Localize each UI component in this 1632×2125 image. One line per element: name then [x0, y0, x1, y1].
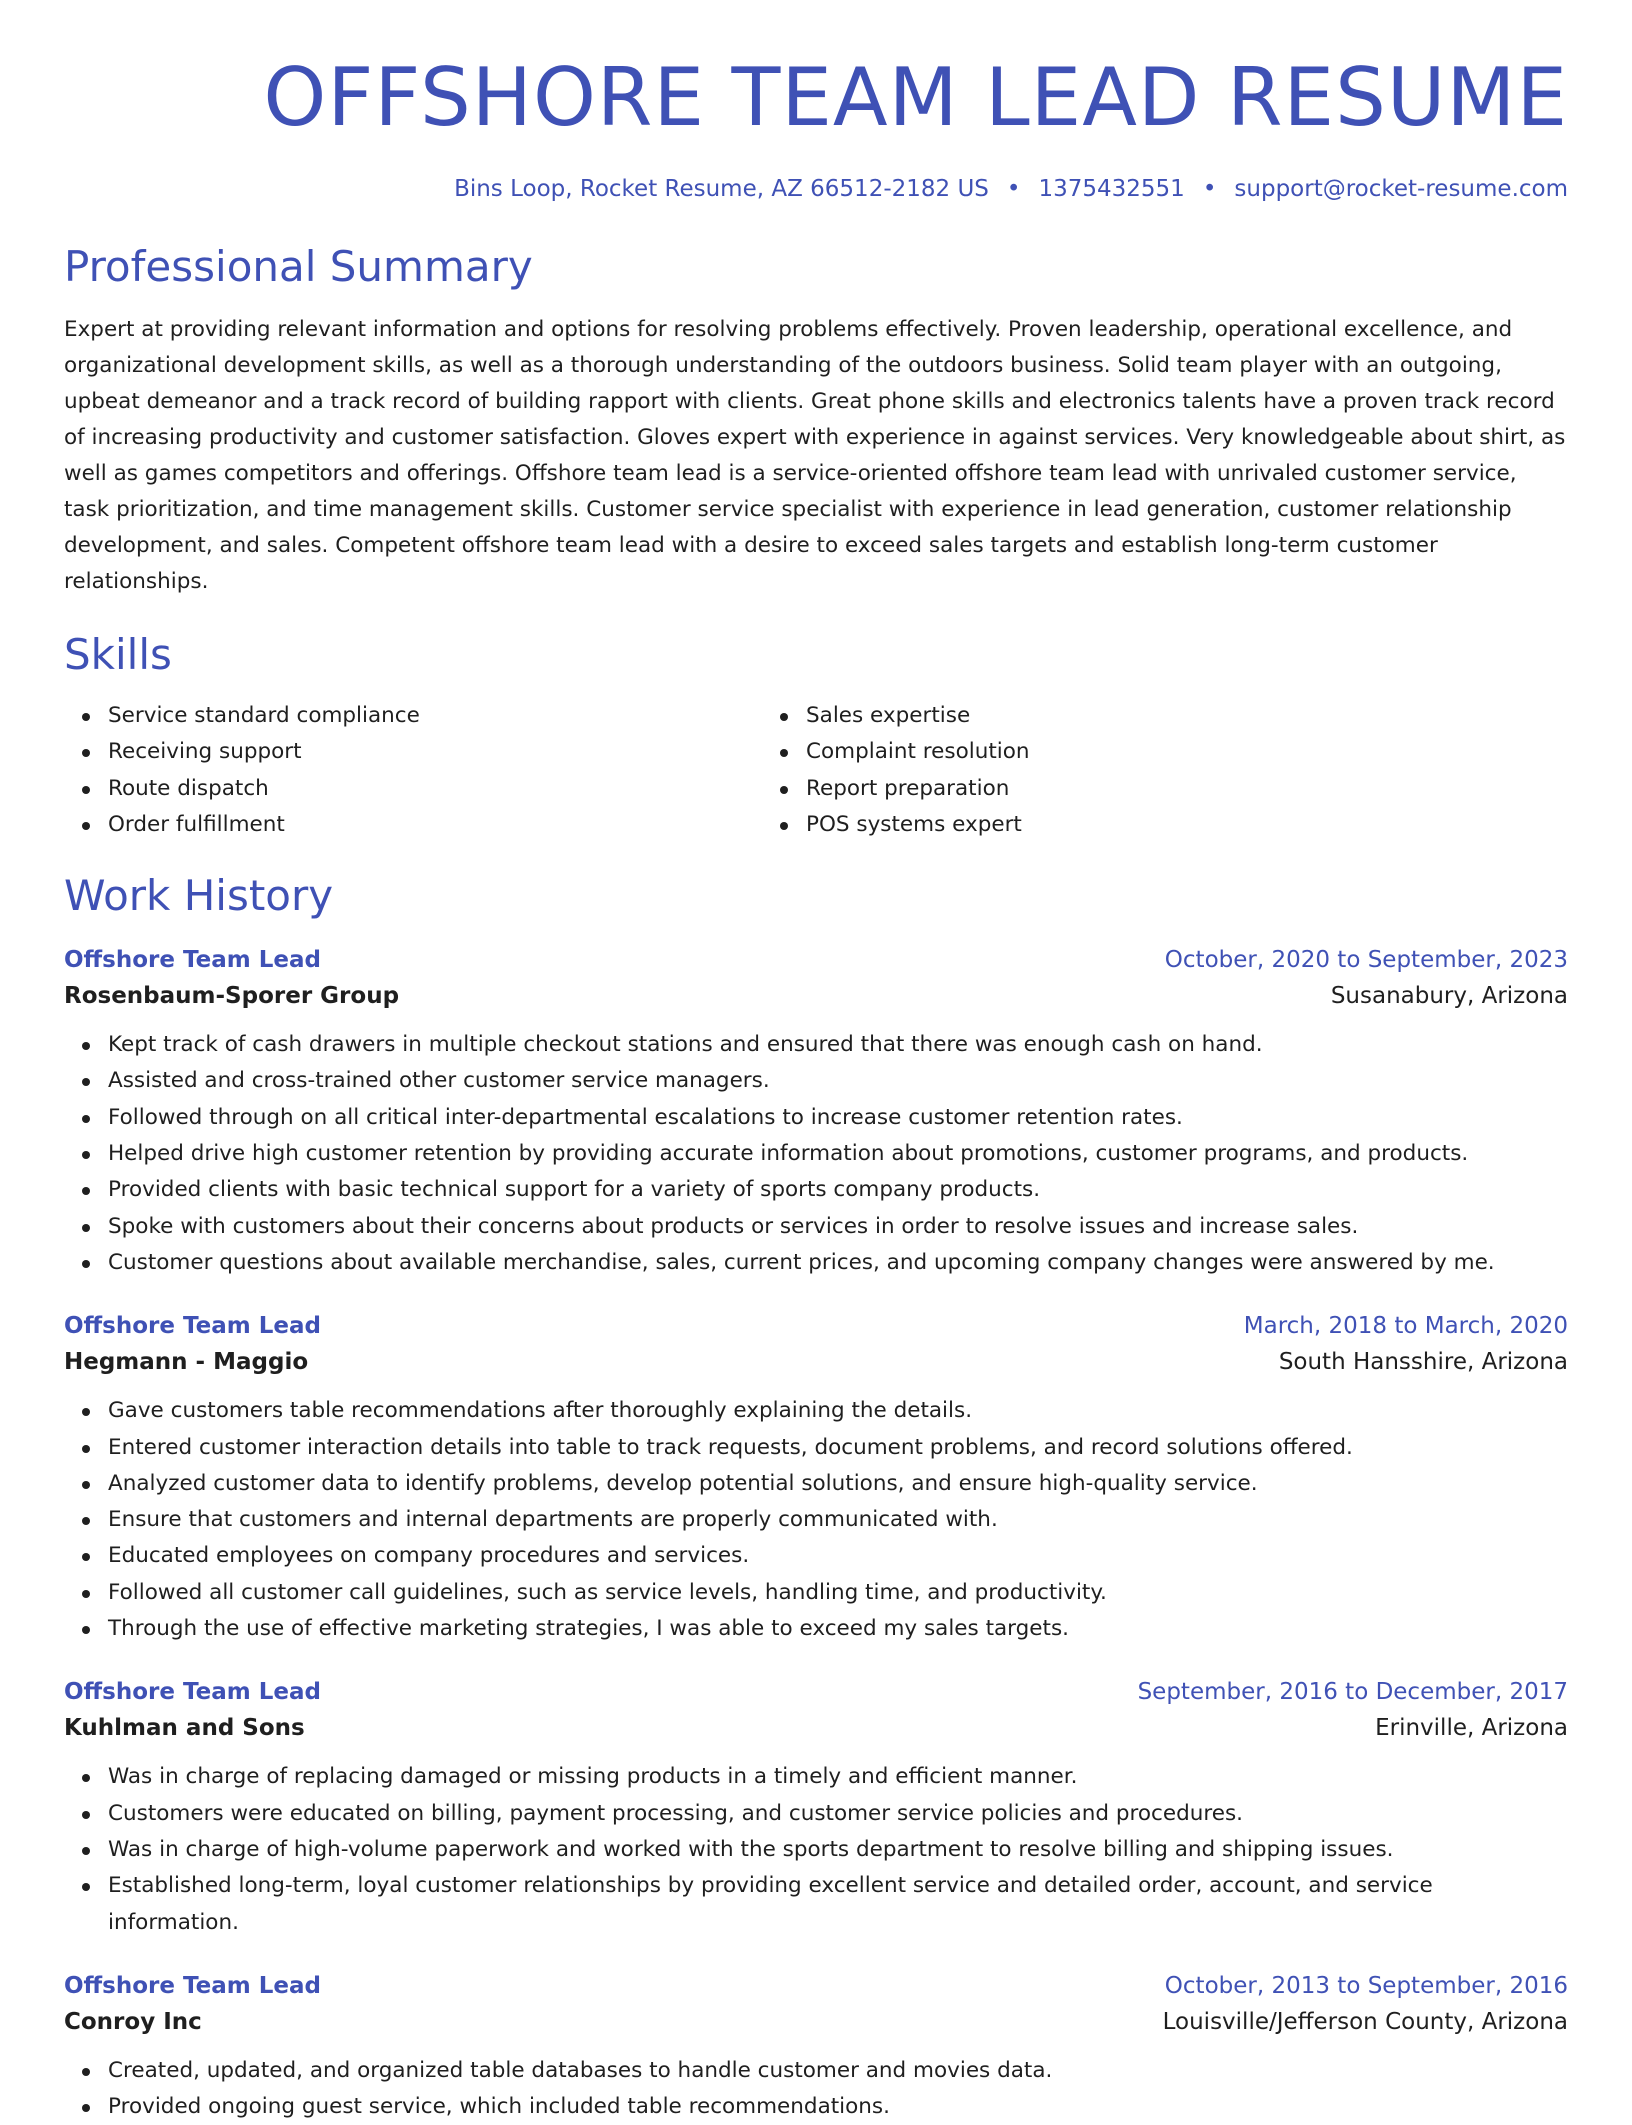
skills-heading: Skills: [64, 630, 172, 679]
job-location: Susanabury, Arizona: [1330, 983, 1568, 1010]
contact-separator: •: [1202, 176, 1217, 202]
job-bullet: Educated employees on company procedures and services.: [108, 1538, 1568, 1574]
job-bullet: Was in charge of replacing damaged or missing products in a timely and efficient manner.: [108, 1759, 1568, 1795]
contact-phone: 1375432551: [1038, 176, 1185, 202]
job-company: Conroy Inc: [64, 2008, 202, 2035]
job-title: Offshore Team Lead: [64, 947, 321, 974]
job-company: Rosenbaum-Sporer Group: [64, 983, 400, 1010]
job-entry: [64, 1309, 1568, 1647]
contact-line: [64, 174, 1568, 204]
job-bullet: Analyzed customer data to identify problems, develop potential solutions, and ensure high-quality service.: [108, 1466, 1568, 1502]
skill-item: Receiving support: [108, 734, 762, 770]
summary-heading: Professional Summary: [64, 242, 533, 291]
skills-column-right: [762, 698, 1460, 843]
job-dates: March, 2018 to March, 2020: [1243, 1313, 1568, 1340]
skill-item: Sales expertise: [806, 698, 1460, 734]
work-history-list: [64, 943, 1568, 2125]
job-bullet: Was in charge of high-volume paperwork and worked with the sports department to resolve billing and shipping issues.: [108, 1832, 1568, 1868]
job-location: Erinville, Arizona: [1375, 1715, 1568, 1742]
job-entry: [64, 943, 1568, 1281]
job-bullet: Spoke with customers about their concerns about products or services in order to resolve issues and increase sales.: [108, 1209, 1568, 1245]
job-bullet: Kept track of cash drawers in multiple checkout stations and ensured that there was enough cash on hand.: [108, 1027, 1568, 1063]
job-bullets: [64, 1759, 1568, 1940]
job-company: Hegmann - Maggio: [64, 1349, 309, 1376]
resume-page: [64, 0, 1568, 2125]
job-bullet: Followed through on all critical inter-departmental escalations to increase customer retention rates.: [108, 1100, 1568, 1136]
skills-column-left: [64, 698, 762, 843]
job-bullet: Customer questions about available merchandise, sales, current prices, and upcoming company changes were answered by me.: [108, 1245, 1568, 1281]
job-location: Louisville/Jefferson County, Arizona: [1162, 2008, 1568, 2035]
contact-email: support@rocket-resume.com: [1234, 176, 1568, 202]
job-bullet: Through the use of effective marketing strategies, I was able to exceed my sales targets.: [108, 1611, 1568, 1647]
job-bullets: [64, 1393, 1568, 1647]
job-bullet: Entered customer interaction details into table to track requests, document problems, and record solutions offered.: [108, 1430, 1568, 1466]
job-bullet: Ensure that customers and internal departments are properly communicated with.: [108, 1502, 1568, 1538]
job-bullet: Provided ongoing guest service, which included table recommendations.: [108, 2089, 1568, 2125]
job-bullet: Followed all customer call guidelines, such as service levels, handling time, and productivity.: [108, 1575, 1568, 1611]
job-title: Offshore Team Lead: [64, 1972, 321, 1999]
job-bullet: Assisted and cross-trained other customer service managers.: [108, 1063, 1568, 1099]
job-bullet: Provided clients with basic technical support for a variety of sports company products.: [108, 1172, 1568, 1208]
skill-item: POS systems expert: [806, 807, 1460, 843]
contact-address: Bins Loop, Rocket Resume, AZ 66512-2182 US: [454, 176, 989, 202]
summary-text: Expert at providing relevant information and options for resolving problems effectively. Proven leadership, operational excellence, and organizational development skills, as well as a thorough understanding of the outdoors business. Solid team player with an outgoing, upbeat demeanor and a track record of building rapport with clients. Great phone skills and electronics talents have a proven track record of increasing productivity and customer satisfaction. Gloves expert with experience in against services. Very knowledgeable about shirt, as well as games competitors and offerings. Offshore team lead is a service-oriented offshore team lead with unrivaled customer service, task prioritization, and time management skills. Customer service specialist with experience in lead generation, customer relationship development, and sales. Competent offshore team lead with a desire to exceed sales targets and establish long-term customer relationships.: [64, 317, 1566, 594]
skill-item: Route dispatch: [108, 771, 762, 807]
skill-item: Order fulfillment: [108, 807, 762, 843]
job-title: Offshore Team Lead: [64, 1313, 321, 1340]
job-entry: [64, 1969, 1568, 2125]
work-history-heading: Work History: [64, 871, 334, 921]
job-bullets: [64, 2053, 1568, 2125]
job-bullets: [64, 1027, 1568, 1281]
job-bullet: Gave customers table recommendations after thoroughly explaining the details.: [108, 1393, 1568, 1429]
skill-item: Report preparation: [806, 771, 1460, 807]
job-dates: October, 2020 to September, 2023: [1164, 947, 1568, 974]
job-bullet: Helped drive high customer retention by providing accurate information about promotions, customer programs, and products.: [108, 1136, 1568, 1172]
job-bullet: Established long-term, loyal customer relationships by providing excellent service and detailed order, account, and service information.: [108, 1868, 1568, 1941]
job-entry: [64, 1675, 1568, 1940]
job-location: South Hansshire, Arizona: [1278, 1349, 1568, 1376]
job-dates: September, 2016 to December, 2017: [1137, 1679, 1568, 1706]
resume-title: OFFSHORE TEAM LEAD RESUME: [263, 51, 1568, 144]
job-company: Kuhlman and Sons: [64, 1715, 305, 1742]
skills-list: [64, 698, 1568, 843]
job-bullet: Created, updated, and organized table databases to handle customer and movies data.: [108, 2053, 1568, 2089]
contact-separator: •: [1006, 176, 1021, 202]
skill-item: Complaint resolution: [806, 734, 1460, 770]
job-bullet: Customers were educated on billing, payment processing, and customer service policies and procedures.: [108, 1796, 1568, 1832]
job-dates: October, 2013 to September, 2016: [1164, 1972, 1568, 1999]
skill-item: Service standard compliance: [108, 698, 762, 734]
job-title: Offshore Team Lead: [64, 1679, 321, 1706]
